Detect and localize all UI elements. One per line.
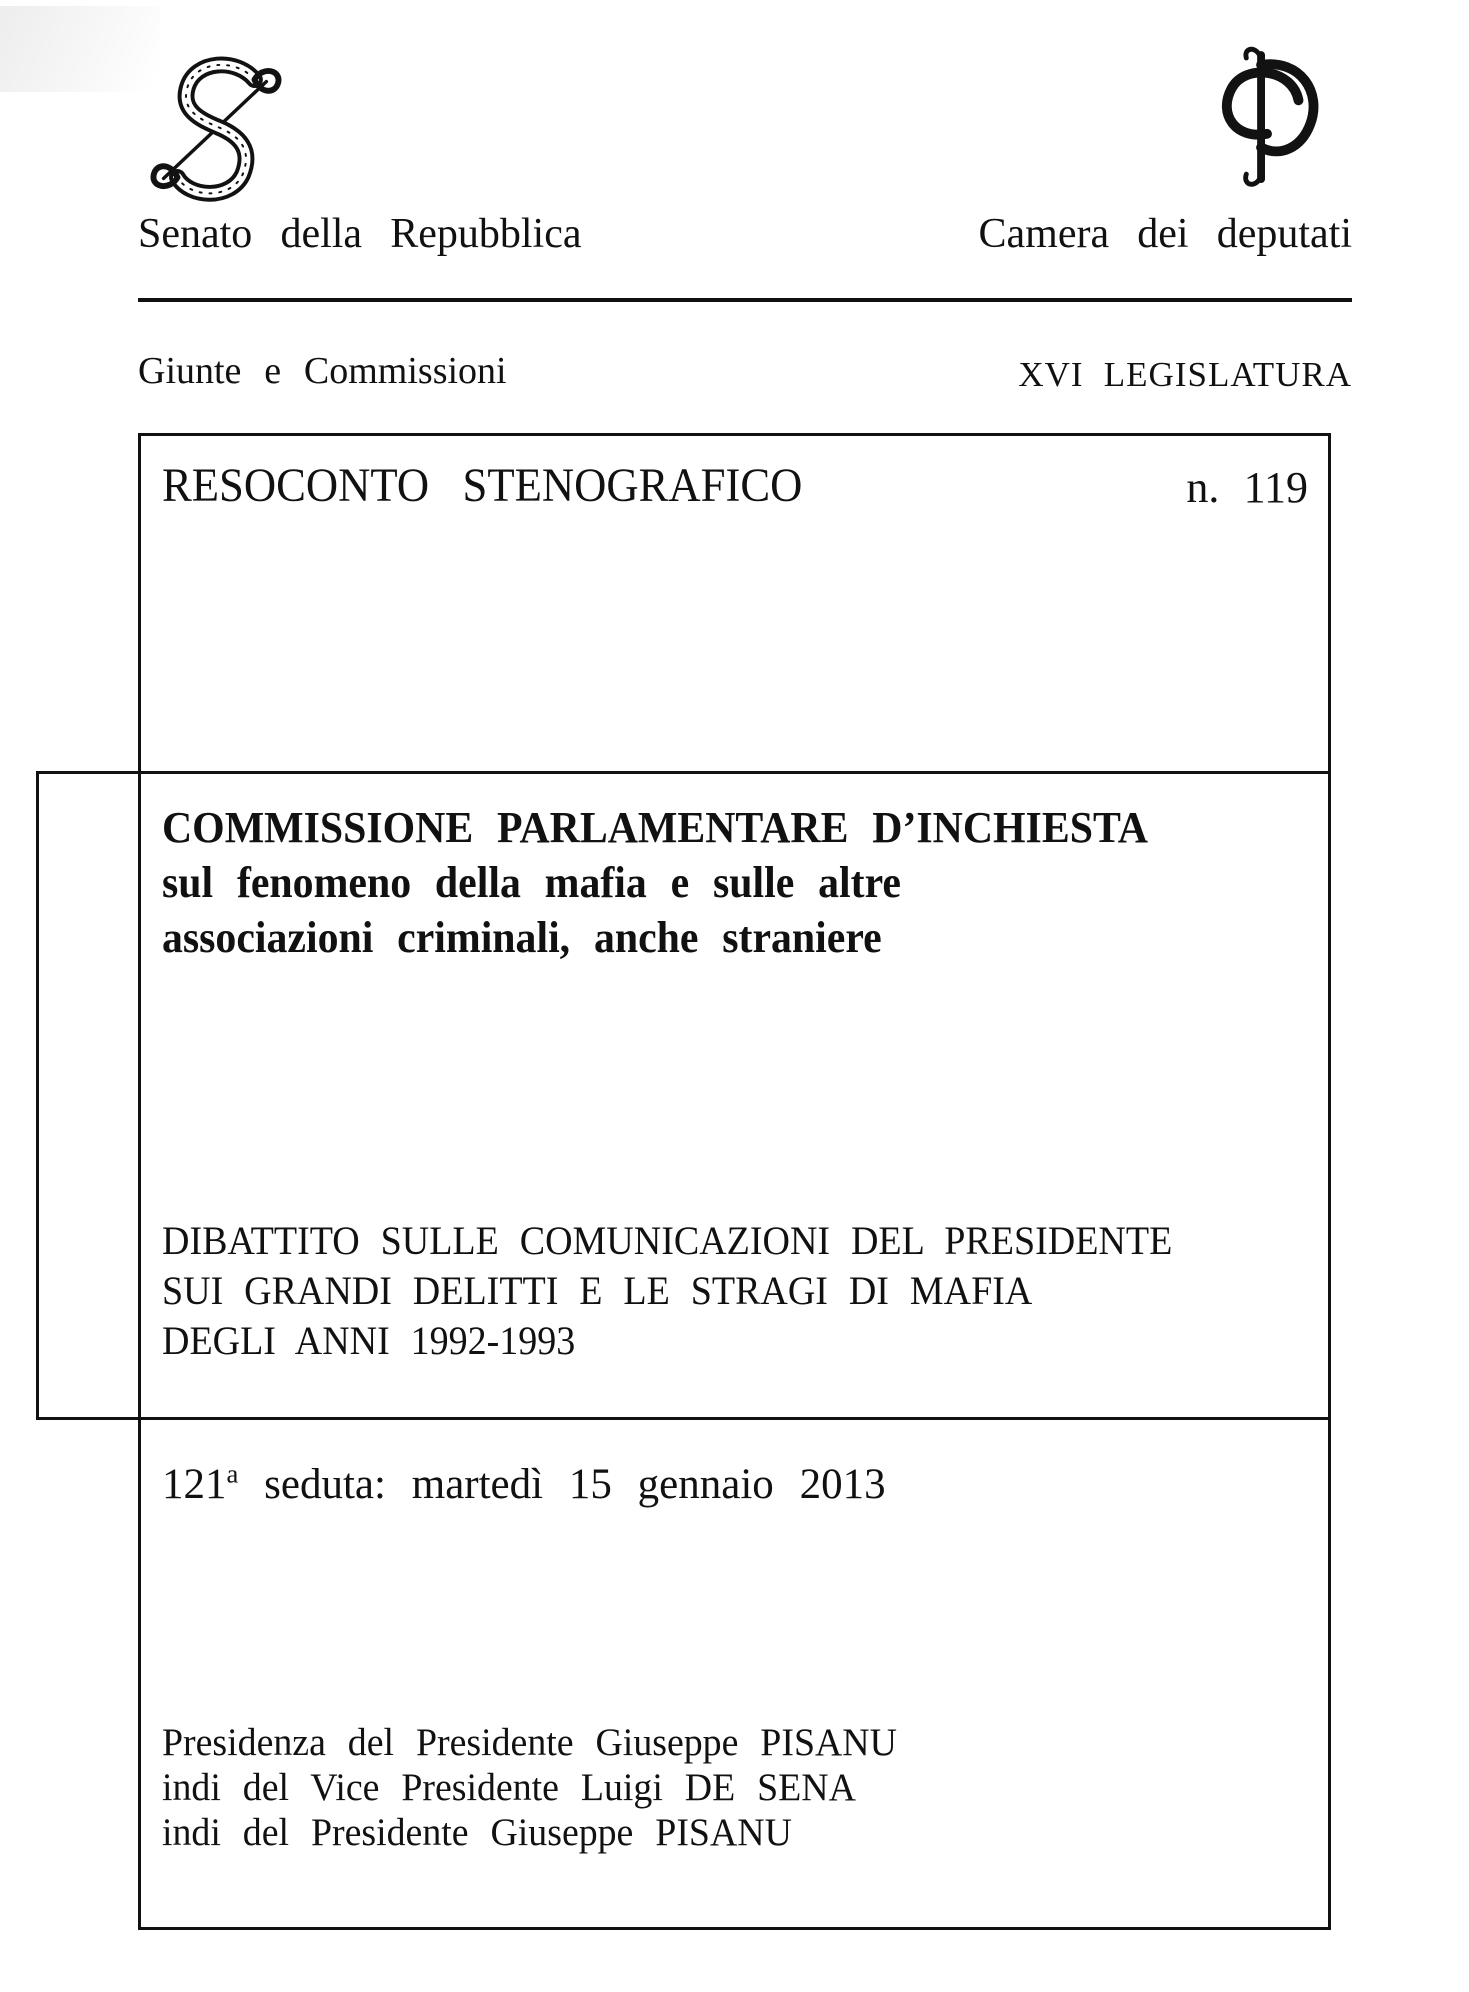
debate-line-2: SUI GRANDI DELITTI E LE STRAGI DI MAFIA (162, 1268, 1033, 1313)
header-left-subtitle: Giunte e Commissioni (138, 350, 507, 392)
frame-divider-bottom (36, 1417, 1328, 1420)
session-number: 121 (162, 1461, 227, 1508)
side-tab-border (36, 771, 39, 1420)
presidency-line-2: indi del Vice Presidente Luigi DE SENA (162, 1766, 856, 1809)
commission-title-line-3: associazioni criminali, anche straniere (162, 913, 882, 962)
frame-divider-top (36, 771, 1328, 774)
commission-title (162, 800, 1148, 965)
debate-line-1: DIBATTITO SULLE COMUNICAZIONI DEL PRESIDENTE (162, 1218, 1173, 1263)
presidency-line-3: indi del Presidente Giuseppe PISANU (162, 1811, 792, 1854)
commission-title-line-2: sul fenomeno della mafia e sulle altre (162, 858, 901, 907)
camera-logo-icon (1202, 40, 1330, 200)
debate-title (162, 1216, 1172, 1366)
debate-line-3: DEGLI ANNI 1992-1993 (162, 1318, 576, 1363)
senato-logo-icon (138, 52, 290, 210)
commission-title-line-1: COMMISSIONE PARLAMENTARE D’INCHIESTA (162, 803, 1148, 852)
page-corner-shading (0, 6, 160, 92)
presidency-line-1: Presidenza del Presidente Giuseppe PISANU (162, 1721, 897, 1764)
report-title: RESOCONTO STENOGRAFICO (162, 459, 803, 512)
senate-name: Senato della Repubblica (138, 211, 582, 257)
report-number: n. 119 (1186, 463, 1308, 512)
report-frame (138, 433, 1331, 1930)
header-rule (138, 298, 1352, 302)
session-ordinal: a (226, 1458, 239, 1489)
session-line (162, 1460, 886, 1509)
chamber-name: Camera dei deputati (978, 211, 1352, 257)
session-rest: seduta: martedì 15 gennaio 2013 (238, 1461, 886, 1508)
presidency-block (162, 1720, 897, 1855)
header-right-subtitle: XVI LEGISLATURA (1018, 355, 1352, 394)
